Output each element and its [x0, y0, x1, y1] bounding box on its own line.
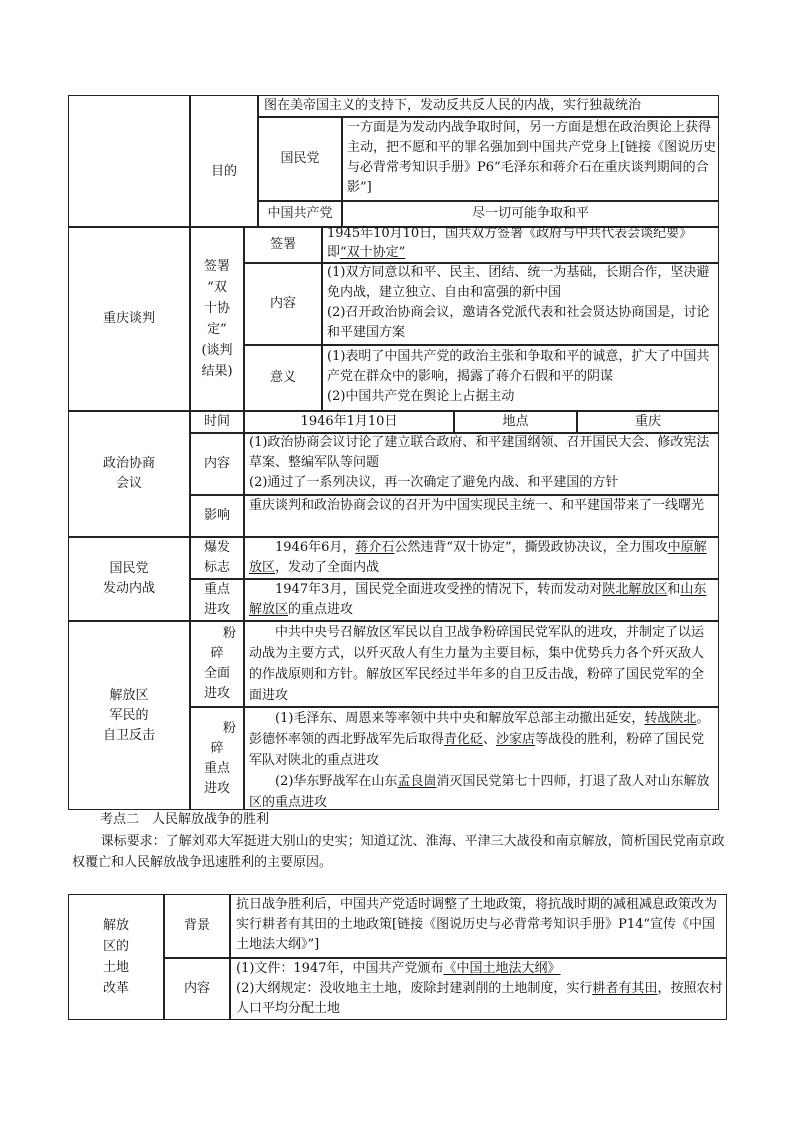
civilwar-label-line: 国民党 [109, 561, 149, 576]
meaning-item-2: (2)中国共产党在舆论上占据主动 [327, 389, 515, 404]
sign-text [327, 224, 717, 262]
smash-full-label [190, 621, 244, 707]
chongqing-label: 重庆谈判 [102, 311, 155, 326]
sf-part: 等战役的胜利，粉碎了国民党军队对陕北的重点进攻 [249, 732, 705, 768]
pcc-content-label: 内容 [203, 456, 230, 471]
content-text [327, 263, 717, 343]
defense-label [68, 621, 190, 810]
agreement-label-line: 签署 [203, 259, 230, 274]
t2-content-label: 内容 [183, 981, 210, 996]
ccp-text: 尽一切可能争取和平 [471, 206, 589, 221]
defense-label-line: 军民的 [109, 707, 149, 723]
smash-full-label-line: 粉 [222, 626, 236, 641]
col-a-top [68, 95, 190, 227]
reform-label [68, 894, 164, 1020]
defense-label-line: 解放区 [109, 687, 149, 703]
agreement-label-line: (谈判 [201, 343, 233, 358]
central-plains-link[interactable]: 中原解放区 [249, 540, 707, 575]
bg-part: 抗日战争胜利后，中国共产党适时调整了土地政策，将抗战时期的减租减息政策改为实行耕者有其田的土地政策[链接 [236, 897, 718, 932]
agreement-label-line: 结果) [201, 364, 233, 379]
reform-label-line: 土地 [102, 960, 129, 975]
meaning-label: 意义 [269, 370, 296, 385]
bg-label: 背景 [183, 918, 210, 933]
smash-full-label-line: 进攻 [203, 686, 230, 701]
smash-focus-label-line: 碎 [210, 740, 224, 756]
smash-full-label-line: 全面 [203, 666, 230, 681]
smash-full-text: 中共中央号召解放区军民以自卫战争粉碎国民党军队的进攻，并制定了以运动战为主要方式，以歼灭敌人有生力量为主要目标，集中优势兵力各个歼灭敌人的作战原则和方针。解放区军民经过半年多的自卫反击战，粉碎了国民党军的全面进攻 [249, 625, 705, 703]
outbreak-label-line: 爆发 [203, 540, 230, 555]
t2-content-item-2 [236, 979, 724, 1019]
place-value: 重庆 [634, 414, 661, 429]
pcc-content-item-2: (2)通过了一系列决议，再一次确定了避免内战、和平建国的方针 [249, 475, 619, 490]
time-value: 1946年1月10日 [300, 414, 398, 429]
content-label: 内容 [269, 296, 296, 311]
sign-label: 签署 [269, 237, 296, 252]
defense-label-line: 自卫反击 [102, 727, 155, 743]
chiang-link[interactable]: 蒋介石 [355, 540, 395, 555]
smash-focus-label [190, 707, 244, 810]
time-label: 时间 [203, 414, 230, 429]
outbreak-label-line: 标志 [203, 560, 230, 575]
outbreak-part: 1946年6月， [275, 540, 356, 555]
agreement-label [190, 227, 244, 411]
sf-part: 。彭德怀率领的西北野战军先后取得 [249, 711, 710, 747]
meaning-text [327, 347, 717, 407]
ccp-label: 中国共产党 [267, 206, 333, 221]
place-label: 地点 [502, 414, 529, 429]
agreement-label-line: 十协 [203, 301, 230, 316]
t2-content-text [236, 959, 724, 1019]
meaning-item-1: (1)表明了中国共产党的政治主张和争取和平的诚意，扩大了中国共产党在群众中的影响，揭露了蒋介石假和平的阴谋 [327, 349, 710, 384]
curriculum-standard: 课标要求：了解刘邓大军挺进大别山的史实；知道辽沈、淮海、平津三大战役和南京解放，简析国民党南京政权覆亡和人民解放战争迅速胜利的主要原因。 [72, 834, 725, 870]
c1-part: (1)文件：1947年，中国共产党颁布 [236, 961, 444, 976]
smash-focus-label-line: 重点 [203, 760, 230, 776]
pcc-content-text [249, 433, 717, 493]
impact-text: 重庆谈判和政治协商会议的召开为中国实现民主统一、和平建国带来了一线曙光 [249, 498, 705, 513]
reform-label-line: 区的 [102, 939, 129, 954]
c2-part: ，按照农村人口平均分配土地 [236, 981, 723, 1016]
qinghuabian-link[interactable]: 青化砭 [444, 732, 484, 747]
agreement-label-line: 定” [207, 322, 227, 337]
shaanbei-link[interactable]: 陕北解放区 [602, 582, 668, 597]
focus-label-line: 进攻 [203, 602, 230, 617]
civilwar-label [68, 537, 190, 621]
sf-part: (2)华东野战军在山东 [275, 774, 398, 789]
smash-focus-item-1 [249, 708, 715, 771]
focus-part: 和 [667, 582, 681, 597]
content-item-2: (2)召开政治协商会议，邀请各党派代表和社会贤达协商国是，讨论和平建国方案 [327, 305, 710, 340]
sf-part: 消灭国民党第七十四师，打退了敌人对山东解放区的重点进攻 [249, 774, 710, 810]
outbreak-text [249, 538, 715, 578]
outbreak-part: ，发动了全面内战 [275, 560, 380, 575]
content-item-1: (1)双方同意以和平、民主、团结、统一为基础，长期合作，坚决避免内战，建立独立、自由和富强的新中国 [327, 265, 710, 300]
civilwar-label-line: 发动内战 [102, 581, 155, 596]
land-to-tiller-link[interactable]: 耕者有其田 [592, 981, 658, 996]
bg-handbook-link[interactable]: 《图说历史与必背常考知识手册》P14“宣传《中国土地法大纲》” [236, 917, 716, 952]
pcc-label-line: 会议 [115, 476, 142, 491]
smash-focus-item-2 [249, 771, 715, 813]
outbreak-label [190, 537, 244, 579]
smash-focus-label-line: 粉 [222, 720, 236, 736]
sf-part: 、 [483, 732, 497, 747]
focus-text [249, 580, 715, 620]
top-row-text: 图在美帝国主义的支持下，发动反共反人民的内战，实行独裁统治 [264, 98, 642, 113]
double-ten-agreement-link[interactable]: “双十协定” [340, 245, 406, 260]
reform-label-line: 改革 [102, 981, 129, 996]
sign-text-main: 1945年10月10日，国共双方签署《政府与中共代表会谈纪要》即 [327, 226, 693, 260]
shandong-link[interactable]: 山东解放区 [249, 582, 707, 617]
menglianggu-link[interactable]: 孟良崮 [397, 774, 437, 789]
bg-text [236, 895, 724, 955]
shaanbei-campaign-link[interactable]: 转战陕北 [644, 711, 697, 726]
shajiadian-link[interactable]: 沙家店 [496, 732, 536, 747]
smash-focus-label-line: 进攻 [203, 780, 230, 796]
smash-focus-text [249, 708, 715, 813]
bg-part: ] [314, 937, 320, 952]
c2-part: (2)大纲规定：没收地主土地，废除封建剥削的土地制度，实行 [236, 981, 593, 996]
purpose-label: 目的 [210, 164, 237, 179]
outbreak-part: 公然违背“双十协定”，撕毁政协决议，全力围攻 [394, 540, 668, 555]
pcc-content-item-1: (1)政治协商会议讨论了建立联合政府、和平建国纲领、召开国民大会、修改宪法草案、整编军队等问题 [249, 435, 710, 470]
pcc-label-line: 政治协商 [102, 456, 155, 471]
agreement-label-line: “双 [207, 280, 227, 295]
kmt-text [347, 118, 717, 198]
kmt-label: 国民党 [280, 151, 320, 166]
land-law-link[interactable]: 《中国土地法大纲》 [443, 961, 561, 976]
reform-label-line: 解放 [102, 918, 129, 933]
kmt-text-main: 一方面是为发动内战争取时间，另一方面是想在政治舆论上获得主动，把不愿和平的罪名强加到中国共产党身上[链接 [347, 120, 712, 155]
focus-label [190, 579, 244, 621]
focus-part: 1947年3月，国民党全面进攻受挫的情况下，转而发动对 [275, 582, 603, 597]
focus-label-line: 重点 [203, 582, 230, 597]
smash-full-label-line: 碎 [210, 646, 224, 661]
pcc-label [68, 411, 190, 537]
kmt-text-end: ] [366, 180, 372, 195]
kmt-handbook-link[interactable]: 《图说历史与必背常考知识手册》P6“毛泽东和蒋介石在重庆谈判期间的合影” [347, 140, 717, 195]
sf-part: (1)毛泽东、周恩来等率领中共中央和解放军总部主动撤出延安， [275, 711, 645, 726]
impact-label: 影响 [203, 508, 230, 523]
t2-content-item-1 [236, 959, 724, 979]
section-heading: 考点二 人民解放战争的胜利 [100, 812, 270, 827]
focus-part: 的重点进攻 [288, 602, 354, 617]
